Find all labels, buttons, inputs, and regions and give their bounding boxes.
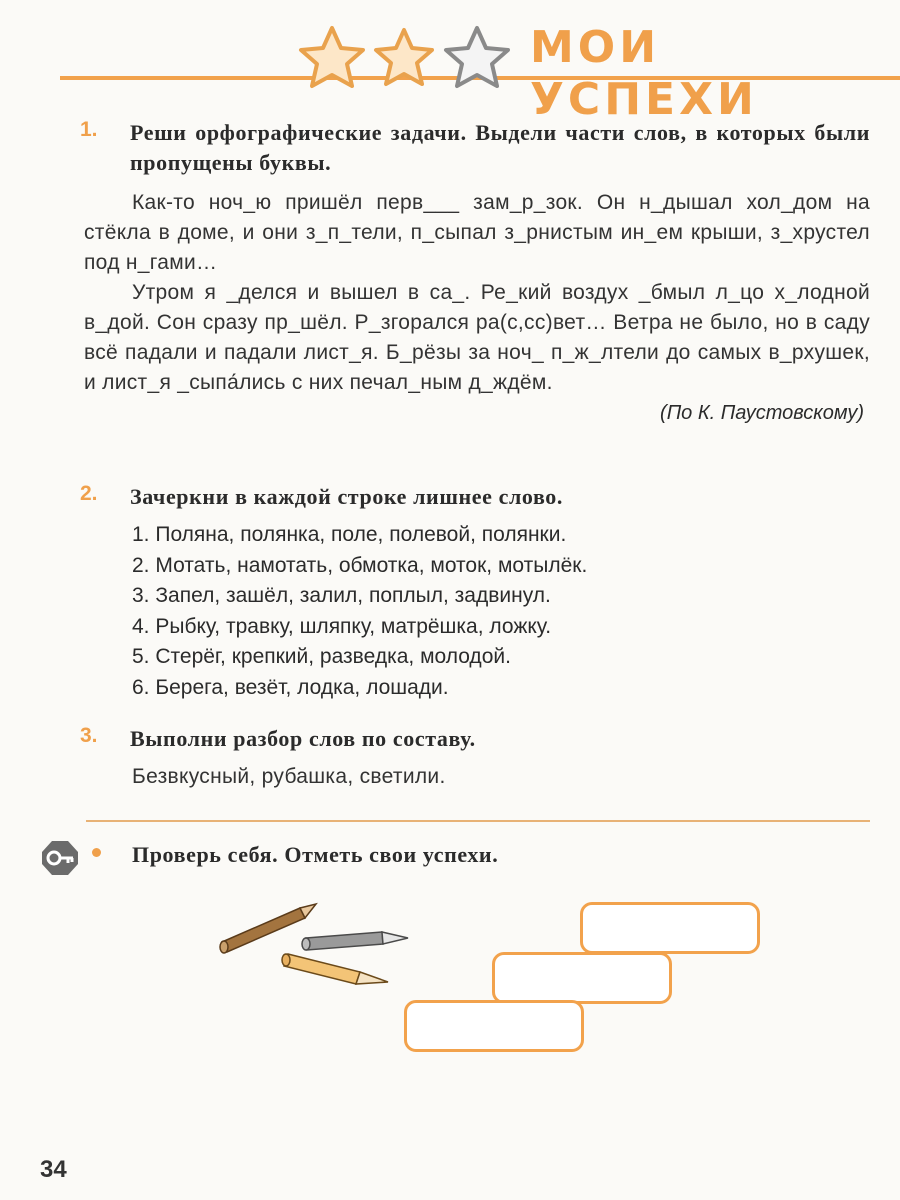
list-item: 2. Мотать, намотать, обмотка, моток, мотылёк.: [132, 553, 588, 577]
rating-stars: [292, 22, 522, 94]
list-item: 1. Поляна, полянка, поле, полевой, полянки.: [132, 523, 567, 546]
list-item: 6. Берега, везёт, лодка, лошади.: [132, 675, 449, 699]
words-to-parse: Безвкусный, рубашка, светили.: [132, 765, 446, 788]
grey-pencil-icon: [302, 932, 408, 950]
task-number: 1.: [80, 118, 98, 141]
word-rows-list: [132, 520, 870, 703]
pencils-illustration: [210, 900, 420, 1000]
task-number: 2.: [80, 482, 98, 505]
exercise-paragraph: Как-то ноч_ю пришёл перв___ зам_р_зок. Он н_дышал хол_дом на стёкла в доме, и они з_п_тели, п_сыпал з_рнистым ин_ем крыши, з_хрустел под н_гами…: [84, 191, 870, 274]
task-1: [80, 118, 870, 428]
list-item: 4. Рыбку, травку, шляпку, матрёшка, ложку.: [132, 614, 552, 638]
yellow-pencil-icon: [282, 954, 388, 984]
page-header-title: МОИ УСПЕХИ: [530, 22, 758, 125]
text-source: (По К. Паустовскому): [660, 402, 864, 424]
self-check-title: Проверь себя. Отметь свои успехи.: [132, 842, 499, 867]
exercise-paragraph: Утром я _делся и вышел в са_. Ре_кий воздух _бмыл л_цо х_лодной в_дой. Сон сразу пр_шёл. Р_згорался ра(с,сс)вет… Ветра не было, но в саду всё падали и падали лист_я. Б_рёзы за ноч_ п_ж_лтели до самых в_рхушек, и лист_я _сыпа́лись с них печал_ным д_ждём.: [84, 281, 870, 394]
star-empty-icon: [446, 28, 508, 86]
task-title: Реши орфографические задачи. Выдели части слов, в которых были пропущены буквы.: [130, 120, 870, 175]
key-icon: [40, 838, 80, 878]
success-step-box-middle[interactable]: [492, 952, 672, 1004]
task-2: [80, 482, 870, 703]
success-step-box-bottom[interactable]: [404, 1000, 584, 1052]
star-filled-icon: [301, 28, 363, 86]
list-item: 5. Стерёг, крепкий, разведка, молодой.: [132, 645, 511, 668]
page-number: 34: [40, 1156, 67, 1183]
star-filled-icon: [376, 30, 432, 84]
bullet-dot: [92, 848, 101, 857]
task-number: 3.: [80, 724, 98, 747]
section-divider: [86, 820, 870, 822]
task-title: Выполни разбор слов по составу.: [130, 726, 476, 751]
task-title: Зачеркни в каждой строке лишнее слово.: [130, 484, 564, 509]
list-item: 3. Запел, зашёл, залил, поплыл, задвинул.: [132, 584, 551, 607]
success-step-box-top[interactable]: [580, 902, 760, 954]
task-3: [80, 724, 870, 792]
